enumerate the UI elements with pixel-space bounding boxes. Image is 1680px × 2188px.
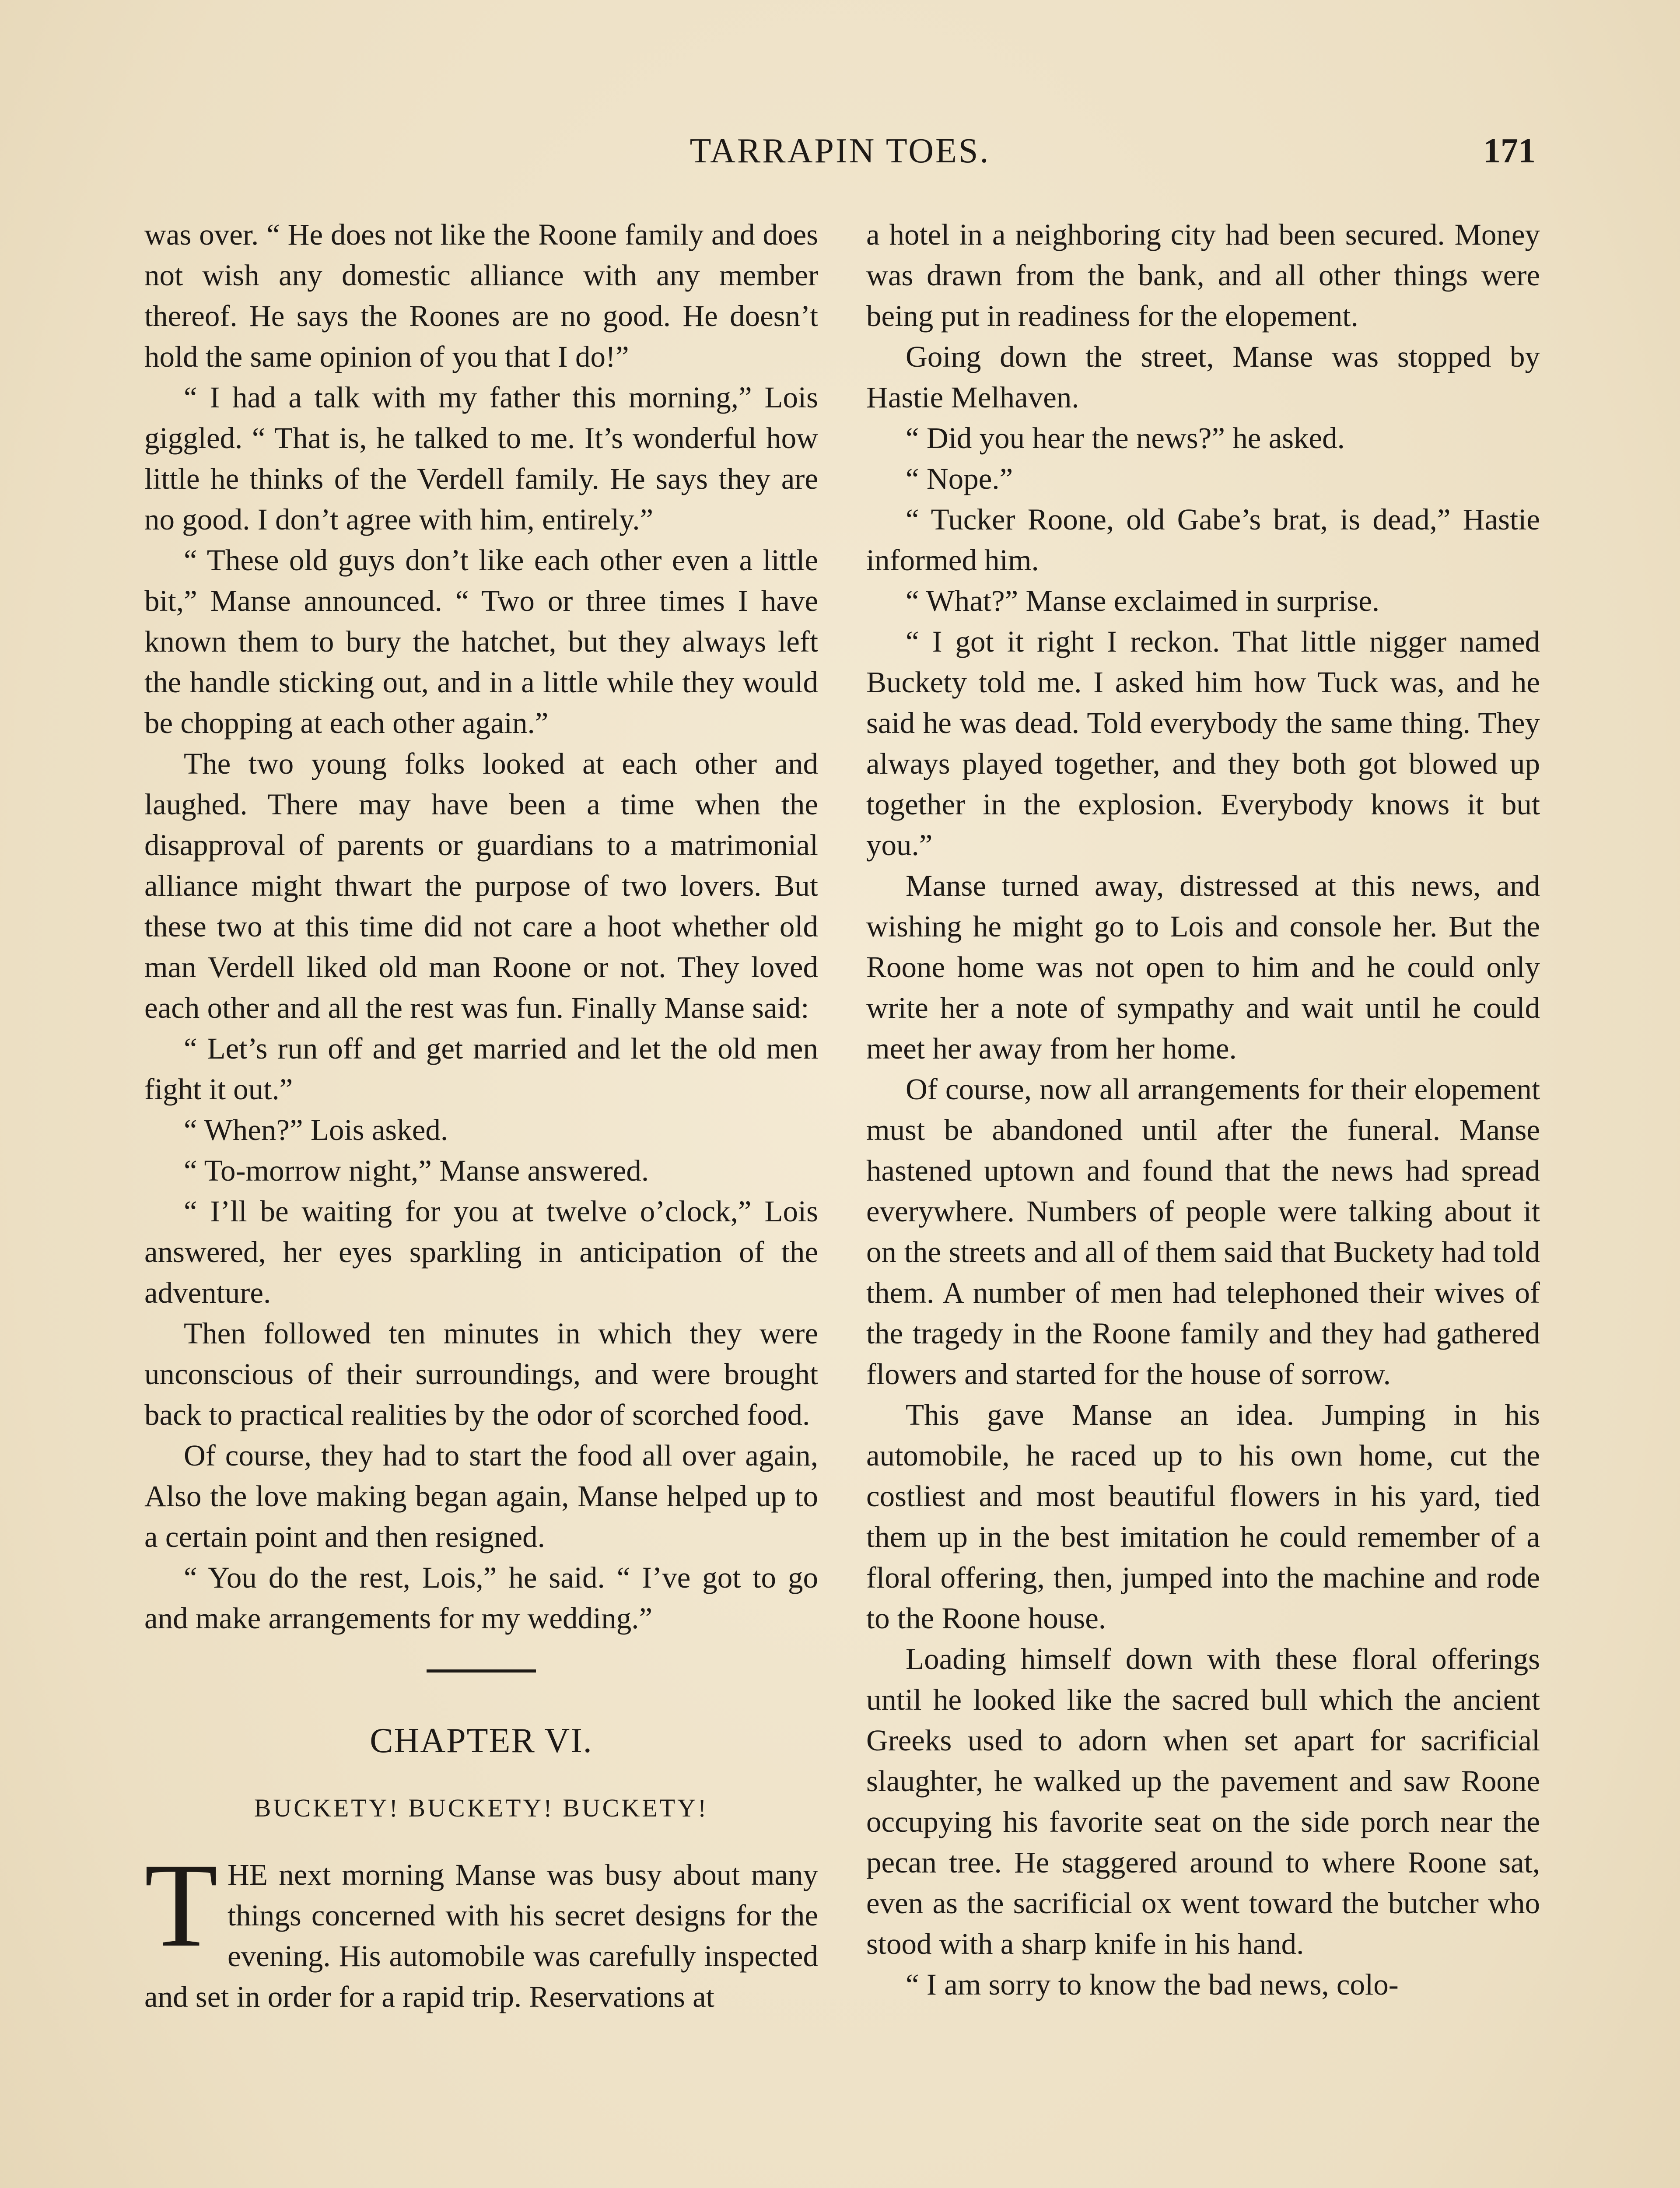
paragraph: was over. “ He does not like the Roone family and does not wish any domestic alliance with any member thereof. He says the Roones are no good. He doesn’t hold the same opinion of you that I do!” [144, 218, 818, 373]
opening-paragraph [144, 1839, 818, 2017]
paragraph: Loading himself down with these floral offerings until he looked like the sacred bull which the ancient Greeks used to adorn when set apart for sacrificial slaughter, he walked up the pavement and saw Roone occupying his favorite seat on the side porch near the pecan tree. He staggered around to where Roone sat, even as the sacrificial ox went toward the butcher who stood with a sharp knife in his hand. [866, 1642, 1540, 1960]
paragraph: “ I had a talk with my father this morning,” Lois giggled. “ That is, he talked to me. It’s wonderful how little he thinks of the Verdell family. He says they are no good. I don’t agree with him, entirely.” [144, 381, 818, 536]
paragraph: The two young folks looked at each other and laughed. There may have been a time when the disapproval of parents or guardians to a matrimonial alliance might thwart the purpose of two lovers. But these two at this time did not care a hoot whether old man Verdell liked old man Roone or not. They loved each other and all the rest was fun. Finally Manse said: [144, 747, 818, 1024]
paragraph: Of course, they had to start the food all over again, Also the love making began again, Manse helped up to a certain point and then resigned. [144, 1439, 818, 1553]
paragraph: “ I am sorry to know the bad news, colo- [906, 1968, 1399, 2001]
text-columns [144, 214, 1540, 2188]
chapter-title: CHAPTER VI. [370, 1722, 593, 1760]
paragraph: Going down the street, Manse was stopped by Hastie Melhaven. [866, 340, 1540, 414]
paragraph: “ What?” Manse exclaimed in surprise. [906, 584, 1380, 617]
paragraph: This gave Manse an idea. Jumping in his automobile, he raced up to his own home, cut the costliest and most beautiful flowers in his yard, tied them up in the best imitation he could remember of a floral offering, then, jumped into the machine and rode to the Roone house. [866, 1398, 1540, 1635]
paragraph: “ When?” Lois asked. [184, 1113, 448, 1147]
running-title: TARRAPIN TOES. [690, 132, 990, 170]
drop-cap: T [144, 1839, 218, 1972]
right-column [866, 214, 1540, 2188]
paragraph: “ I’ll be waiting for you at twelve o’clock,” Lois answered, her eyes sparkling in anticipation of the adventure. [144, 1195, 818, 1309]
left-column [144, 214, 818, 2188]
paragraph: “ These old guys don’t like each other even a little bit,” Manse announced. “ Two or three times I have known them to bury the hatchet, but they always left the handle sticking out, and in a little while they would be chopping at each other again.” [144, 543, 818, 740]
opening-text: HE next morning Manse was busy about many things concerned with his secret designs for the evening. His automobile was carefully inspected and set in order for a rapid trip. Reservations at [144, 1858, 818, 2013]
paragraph: “ Nope.” [906, 462, 1013, 495]
paragraph: “ Tucker Roone, old Gabe’s brat, is dead,” Hastie informed him. [866, 503, 1540, 577]
section-divider [427, 1669, 536, 1673]
page-number: 171 [1483, 132, 1536, 170]
paragraph: “ Did you hear the news?” he asked. [906, 421, 1345, 455]
paragraph: “ I got it right I reckon. That little nigger named Buckety told me. I asked him how Tuck was, and he said he was dead. Told everybody the same thing. They always played together, and they both got blowed up together in the explosion. Everybody knows it but you.” [866, 625, 1540, 862]
paragraph: Of course, now all arrangements for their elopement must be abandoned until after the funeral. Manse hastened uptown and found that the news had spread everywhere. Numbers of people were talking about it on the streets and all of them said that Buckety had told them. A number of men had telephoned their wives of the tragedy in the Roone family and they had gathered flowers and started for the house of sorrow. [866, 1073, 1540, 1391]
paragraph: “ To-morrow night,” Manse answered. [184, 1154, 649, 1187]
paragraph: Then followed ten minutes in which they were unconscious of their surroundings, and were brought back to practical realities by the odor of scorched food. [144, 1317, 818, 1431]
page-header [144, 131, 1536, 179]
paragraph: “ You do the rest, Lois,” he said. “ I’ve got to go and make arrangements for my wedding.” [144, 1561, 818, 1635]
paragraph: a hotel in a neighboring city had been secured. Money was drawn from the bank, and all other things were being put in readiness for the elopement. [866, 218, 1540, 333]
paragraph: “ Let’s run off and get married and let the old men fight it out.” [144, 1032, 818, 1106]
paragraph: Manse turned away, distressed at this news, and wishing he might go to Lois and console her. But the Roone home was not open to him and he could only write her a note of sympathy and wait until he could meet her away from her home. [866, 869, 1540, 1065]
chapter-subtitle: BUCKETY! BUCKETY! BUCKETY! [254, 1794, 709, 1822]
